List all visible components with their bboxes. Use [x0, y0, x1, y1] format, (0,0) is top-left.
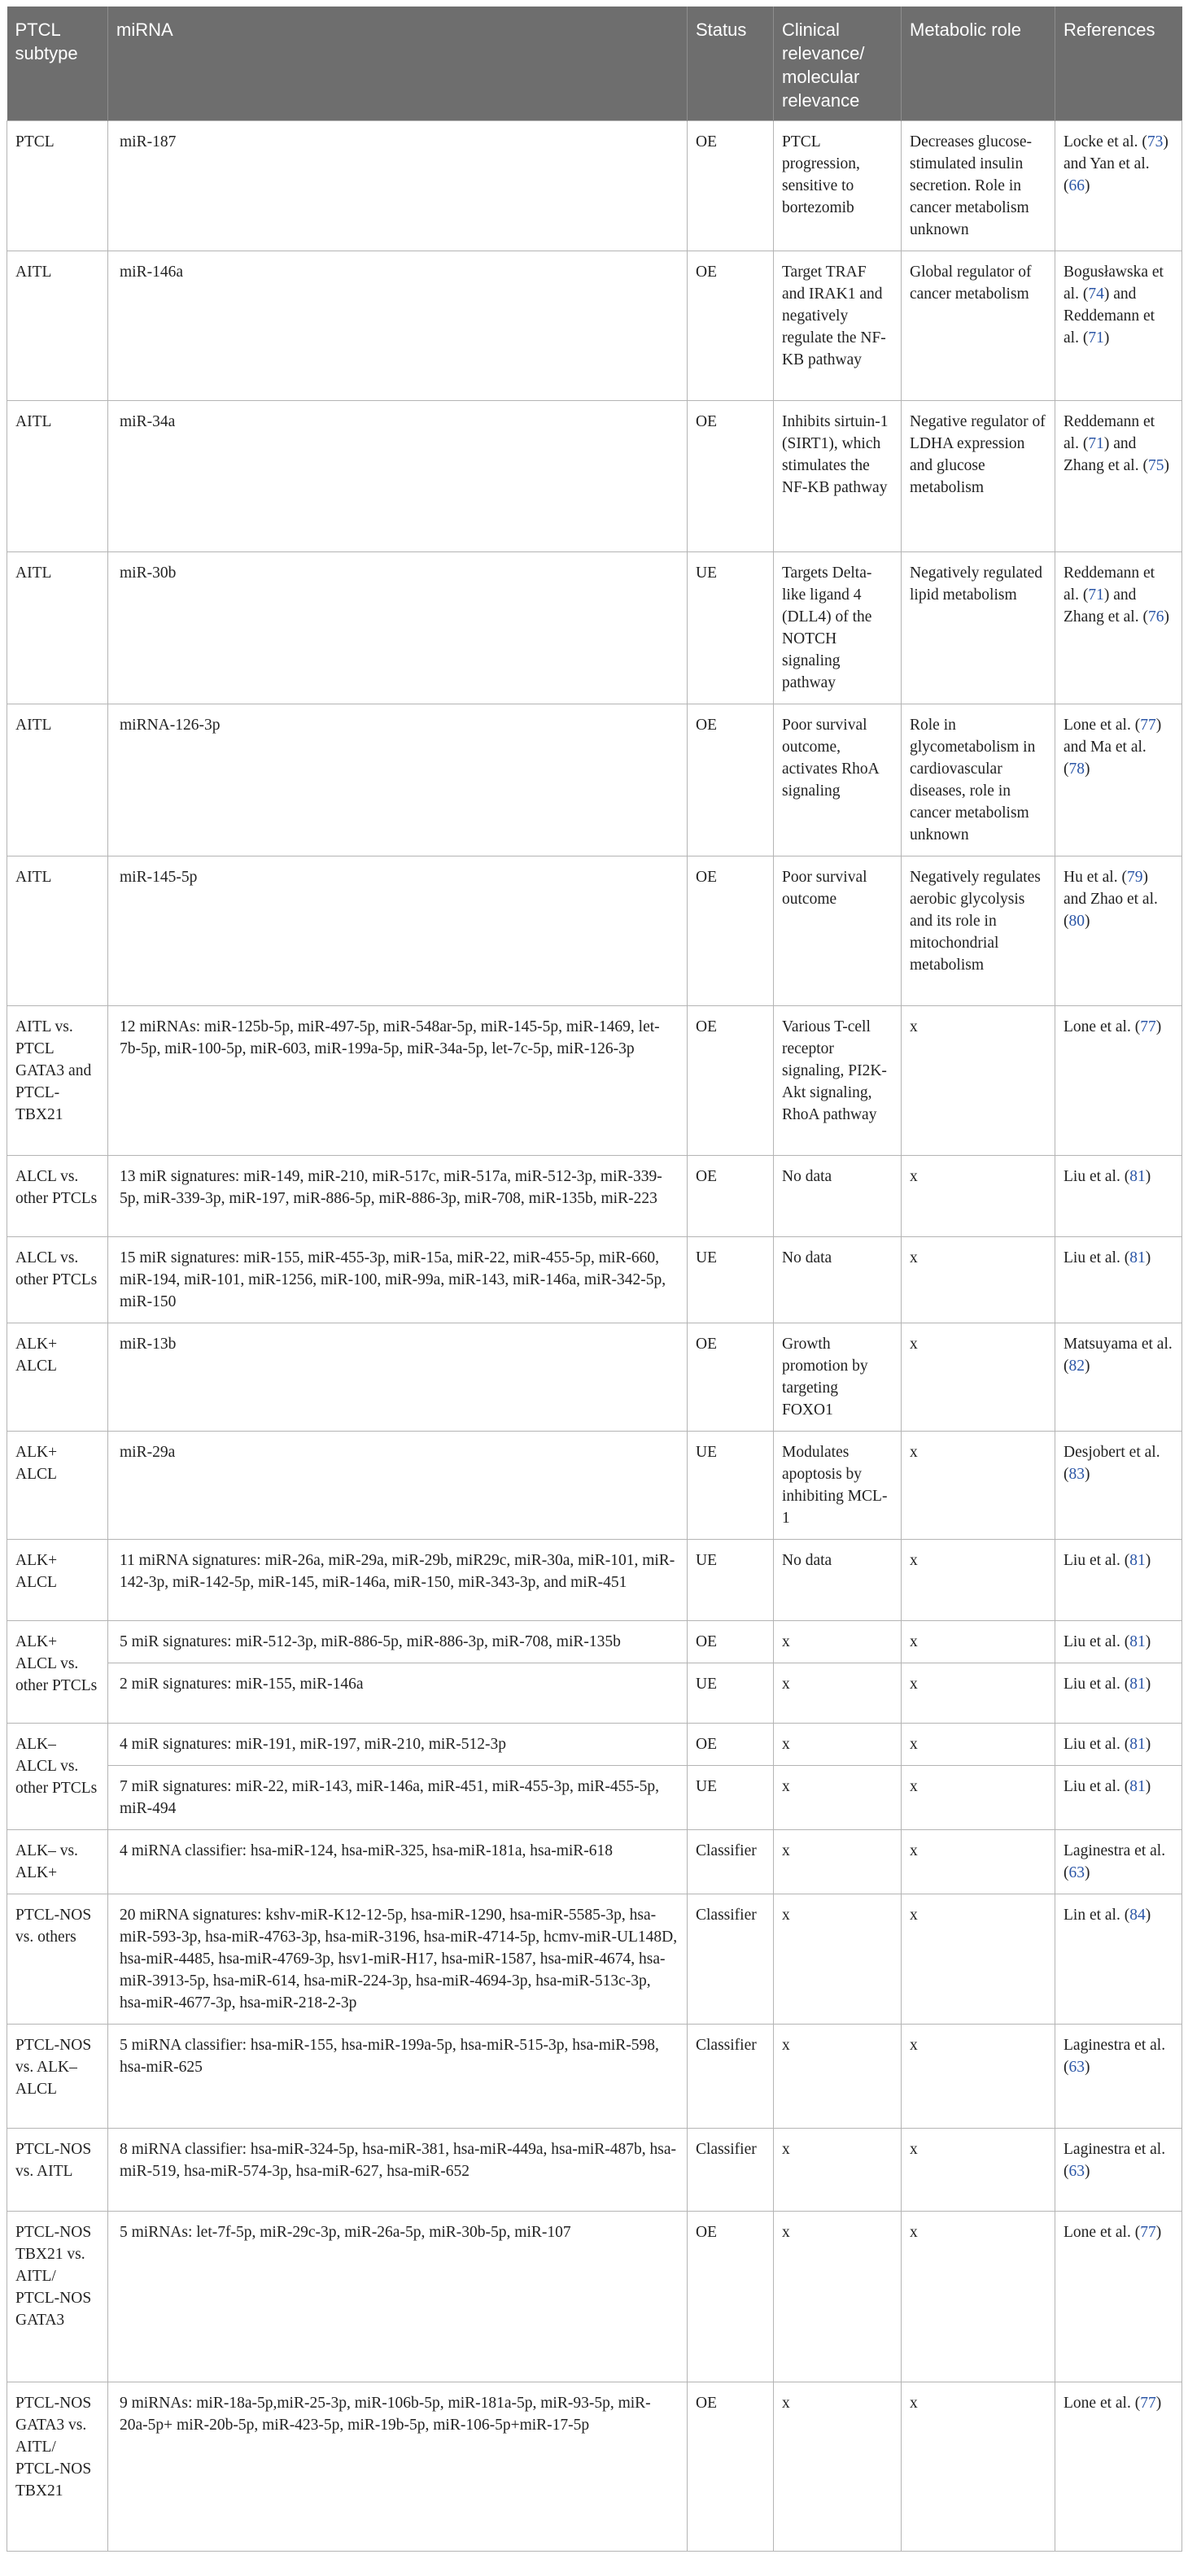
- metabolic-cell: x: [902, 1621, 1055, 1663]
- status-cell: OE: [688, 1621, 774, 1663]
- table-row: [7, 1894, 1182, 2025]
- mirna-cell: miRNA-126-3p: [108, 704, 688, 856]
- citation-link[interactable]: 81: [1129, 1736, 1146, 1753]
- table-row: [7, 2025, 1182, 2129]
- citation-link[interactable]: 63: [1068, 2163, 1085, 2180]
- mirna-cell: 5 miRNAs: let-7f-5p, miR-29c-3p, miR-26a-5p, miR-30b-5p, miR-107: [108, 2212, 688, 2382]
- metabolic-cell: x: [902, 2382, 1055, 2552]
- references-cell: Hu et al. (79) and Zhao et al. (80): [1055, 856, 1182, 1006]
- table-row: [7, 1432, 1182, 1540]
- mirna-cell: miR-146a: [108, 251, 688, 401]
- table-row: [7, 704, 1182, 856]
- mirna-cell: 8 miRNA classifier: hsa-miR-324-5p, hsa-miR-381, hsa-miR-449a, hsa-miR-487b, hsa-miR-519, hsa-miR-574-3p, hsa-miR-627, hsa-miR-652: [108, 2129, 688, 2212]
- references-cell: Liu et al. (81): [1055, 1724, 1182, 1766]
- references-cell: Locke et al. (73) and Yan et al. (66): [1055, 121, 1182, 251]
- metabolic-cell: x: [902, 1830, 1055, 1894]
- table-row: [7, 121, 1182, 251]
- references-cell: Lone et al. (77) and Ma et al. (78): [1055, 704, 1182, 856]
- table-row: [7, 1724, 1182, 1766]
- clinical-cell: x: [774, 2382, 902, 2552]
- subtype-cell: AITL: [7, 552, 108, 704]
- status-cell: UE: [688, 1663, 774, 1724]
- status-cell: OE: [688, 2382, 774, 2552]
- metabolic-cell: Global regulator of cancer metabolism: [902, 251, 1055, 401]
- status-cell: OE: [688, 856, 774, 1006]
- metabolic-cell: x: [902, 1894, 1055, 2025]
- clinical-cell: Various T-cell receptor signaling, PI2K-Akt signaling, RhoA pathway: [774, 1006, 902, 1156]
- references-cell: Liu et al. (81): [1055, 1766, 1182, 1830]
- clinical-cell: x: [774, 1663, 902, 1724]
- metabolic-cell: x: [902, 1540, 1055, 1621]
- status-cell: Classifier: [688, 2025, 774, 2129]
- clinical-cell: No data: [774, 1156, 902, 1237]
- table-row: [7, 1540, 1182, 1621]
- references-cell: Reddemann et al. (71) and Zhang et al. (75): [1055, 401, 1182, 552]
- subtype-cell: ALCL vs. other PTCLs: [7, 1156, 108, 1237]
- citation-link[interactable]: 81: [1129, 1778, 1146, 1795]
- subtype-cell: AITL: [7, 251, 108, 401]
- metabolic-cell: x: [902, 1663, 1055, 1724]
- clinical-cell: Targets Delta-like ligand 4 (DLL4) of the NOTCH signaling pathway: [774, 552, 902, 704]
- table-row: [7, 1237, 1182, 1323]
- metabolic-cell: x: [902, 1006, 1055, 1156]
- metabolic-cell: x: [902, 1766, 1055, 1830]
- table-row: [7, 1663, 1182, 1724]
- metabolic-cell: Negative regulator of LDHA expression and glucose metabolism: [902, 401, 1055, 552]
- citation-link[interactable]: 78: [1068, 761, 1085, 778]
- subtype-cell: AITL: [7, 401, 108, 552]
- clinical-cell: x: [774, 1724, 902, 1766]
- clinical-cell: Inhibits sirtuin-1 (SIRT1), which stimulates the NF-KB pathway: [774, 401, 902, 552]
- mirna-cell: 15 miR signatures: miR-155, miR-455-3p, miR-15a, miR-22, miR-455-5p, miR-660, miR-194, miR-101, miR-1256, miR-100, miR-99a, miR-143, miR-146a, miR-342-5p, miR-150: [108, 1237, 688, 1323]
- references-cell: Laginestra et al. (63): [1055, 1830, 1182, 1894]
- references-cell: Lone et al. (77): [1055, 1006, 1182, 1156]
- status-cell: Classifier: [688, 1894, 774, 2025]
- citation-link[interactable]: 71: [1088, 435, 1104, 452]
- citation-link[interactable]: 66: [1068, 177, 1085, 194]
- citation-link[interactable]: 76: [1147, 608, 1164, 625]
- subtype-cell: AITL vs. PTCL GATA3 and PTCL-TBX21: [7, 1006, 108, 1156]
- subtype-cell: AITL: [7, 856, 108, 1006]
- mirna-cell: 9 miRNAs: miR-18a-5p,miR-25-3p, miR-106b-5p, miR-181a-5p, miR-93-5p, miR-20a-5p+ miR-20b-5p, miR-423-5p, miR-19b-5p, miR-106-5p+miR-17-5p: [108, 2382, 688, 2552]
- mirna-cell: 20 miRNA signatures: kshv-miR-K12-12-5p, hsa-miR-1290, hsa-miR-5585-3p, hsa-miR-593-3p, hsa-miR-4763-3p, hsa-miR-3196, hsa-miR-4714-5p, hcmv-miR-UL148D, hsa-miR-4485, hsa-miR-4769-3p, hsv1-miR-H17, hsa-miR-1587, hsa-miR-4674, hsa-miR-3913-5p, hsa-miR-614, hsa-miR-224-3p, hsa-miR-4694-3p, hsa-miR-513c-3p, hsa-miR-4677-3p, hsa-miR-218-2-3p: [108, 1894, 688, 2025]
- table-row: [7, 552, 1182, 704]
- mirna-ptcl-table-container: [7, 7, 1181, 2552]
- citation-link[interactable]: 84: [1129, 1907, 1146, 1924]
- table-row: [7, 2382, 1182, 2552]
- clinical-cell: x: [774, 1766, 902, 1830]
- status-cell: UE: [688, 552, 774, 704]
- metabolic-cell: x: [902, 2025, 1055, 2129]
- header-clinical: Clinical relevance/ molecular relevance: [774, 7, 902, 121]
- mirna-cell: 4 miR signatures: miR-191, miR-197, miR-210, miR-512-3p: [108, 1724, 688, 1766]
- status-cell: OE: [688, 1323, 774, 1432]
- references-cell: Reddemann et al. (71) and Zhang et al. (76): [1055, 552, 1182, 704]
- subtype-cell: ALCL vs. other PTCLs: [7, 1237, 108, 1323]
- mirna-cell: 13 miR signatures: miR-149, miR-210, miR-517c, miR-517a, miR-512-3p, miR-339-5p, miR-339-3p, miR-197, miR-886-5p, miR-886-3p, miR-708, miR-135b, miR-223: [108, 1156, 688, 1237]
- citation-link[interactable]: 81: [1129, 1249, 1146, 1266]
- clinical-cell: Poor survival outcome, activates RhoA signaling: [774, 704, 902, 856]
- status-cell: OE: [688, 121, 774, 251]
- citation-link[interactable]: 63: [1068, 2059, 1085, 2076]
- references-cell: Liu et al. (81): [1055, 1237, 1182, 1323]
- mirna-cell: miR-29a: [108, 1432, 688, 1540]
- metabolic-cell: x: [902, 1724, 1055, 1766]
- subtype-cell: PTCL: [7, 121, 108, 251]
- subtype-cell: PTCL-NOS GATA3 vs. AITL/ PTCL-NOS TBX21: [7, 2382, 108, 2552]
- mirna-cell: 2 miR signatures: miR-155, miR-146a: [108, 1663, 688, 1724]
- metabolic-cell: x: [902, 1237, 1055, 1323]
- header-metabolic: Metabolic role: [902, 7, 1055, 121]
- table-row: [7, 1766, 1182, 1830]
- clinical-cell: Modulates apoptosis by inhibiting MCL-1: [774, 1432, 902, 1540]
- citation-link[interactable]: 79: [1126, 869, 1143, 886]
- metabolic-cell: x: [902, 2212, 1055, 2382]
- header-status: Status: [688, 7, 774, 121]
- status-cell: OE: [688, 251, 774, 401]
- clinical-cell: Poor survival outcome: [774, 856, 902, 1006]
- table-header: [7, 7, 1182, 121]
- header-row: [7, 7, 1182, 121]
- status-cell: UE: [688, 1432, 774, 1540]
- clinical-cell: x: [774, 1830, 902, 1894]
- clinical-cell: x: [774, 2129, 902, 2212]
- status-cell: Classifier: [688, 2129, 774, 2212]
- clinical-cell: No data: [774, 1237, 902, 1323]
- references-cell: Lone et al. (77): [1055, 2212, 1182, 2382]
- citation-link[interactable]: 80: [1068, 913, 1085, 930]
- metabolic-cell: Role in glycometabolism in cardiovascular diseases, role in cancer metabolism unknown: [902, 704, 1055, 856]
- subtype-cell: ALK+ ALCL vs. other PTCLs: [7, 1621, 108, 1724]
- status-cell: OE: [688, 401, 774, 552]
- citation-link[interactable]: 73: [1147, 133, 1164, 150]
- references-cell: Liu et al. (81): [1055, 1156, 1182, 1237]
- metabolic-cell: Decreases glucose-stimulated insulin secretion. Role in cancer metabolism unknown: [902, 121, 1055, 251]
- mirna-cell: miR-187: [108, 121, 688, 251]
- status-cell: UE: [688, 1540, 774, 1621]
- table-body: [7, 121, 1182, 2552]
- status-cell: UE: [688, 1237, 774, 1323]
- clinical-cell: Target TRAF and IRAK1 and negatively regulate the NF-KB pathway: [774, 251, 902, 401]
- clinical-cell: Growth promotion by targeting FOXO1: [774, 1323, 902, 1432]
- references-cell: Lin et al. (84): [1055, 1894, 1182, 2025]
- subtype-cell: PTCL-NOS vs. AITL: [7, 2129, 108, 2212]
- subtype-cell: ALK+ ALCL: [7, 1540, 108, 1621]
- status-cell: OE: [688, 1156, 774, 1237]
- status-cell: OE: [688, 1006, 774, 1156]
- clinical-cell: PTCL progression, sensitive to bortezomib: [774, 121, 902, 251]
- metabolic-cell: Negatively regulated lipid metabolism: [902, 552, 1055, 704]
- mirna-cell: miR-34a: [108, 401, 688, 552]
- subtype-cell: ALK– vs. ALK+: [7, 1830, 108, 1894]
- subtype-cell: PTCL-NOS vs. ALK– ALCL: [7, 2025, 108, 2129]
- mirna-ptcl-table: [7, 7, 1182, 2552]
- table-row: [7, 251, 1182, 401]
- subtype-cell: AITL: [7, 704, 108, 856]
- clinical-cell: No data: [774, 1540, 902, 1621]
- status-cell: OE: [688, 2212, 774, 2382]
- references-cell: Desjobert et al. (83): [1055, 1432, 1182, 1540]
- references-cell: Liu et al. (81): [1055, 1540, 1182, 1621]
- mirna-cell: 11 miRNA signatures: miR-26a, miR-29a, miR-29b, miR29c, miR-30a, miR-101, miR-142-3p, miR-142-5p, miR-145, miR-146a, miR-150, miR-343-3p, and miR-451: [108, 1540, 688, 1621]
- citation-link[interactable]: 75: [1147, 457, 1164, 474]
- status-cell: Classifier: [688, 1830, 774, 1894]
- citation-link[interactable]: 81: [1129, 1168, 1146, 1185]
- table-row: [7, 2129, 1182, 2212]
- references-cell: Matsuyama et al. (82): [1055, 1323, 1182, 1432]
- status-cell: OE: [688, 1724, 774, 1766]
- citation-link[interactable]: 77: [1140, 1018, 1156, 1035]
- citation-link[interactable]: 74: [1088, 285, 1104, 303]
- status-cell: UE: [688, 1766, 774, 1830]
- citation-link[interactable]: 71: [1088, 586, 1104, 604]
- status-cell: OE: [688, 704, 774, 856]
- table-row: [7, 401, 1182, 552]
- clinical-cell: x: [774, 2212, 902, 2382]
- citation-link[interactable]: 71: [1088, 329, 1104, 347]
- mirna-cell: miR-30b: [108, 552, 688, 704]
- citation-link[interactable]: 83: [1068, 1466, 1085, 1483]
- citation-link[interactable]: 81: [1129, 1676, 1146, 1693]
- header-mirna: miRNA: [108, 7, 688, 121]
- citation-link[interactable]: 77: [1140, 2395, 1156, 2412]
- metabolic-cell: Negatively regulates aerobic glycolysis and its role in mitochondrial metabolism: [902, 856, 1055, 1006]
- table-row: [7, 1006, 1182, 1156]
- references-cell: Lone et al. (77): [1055, 2382, 1182, 2552]
- mirna-cell: miR-13b: [108, 1323, 688, 1432]
- table-row: [7, 2212, 1182, 2382]
- subtype-cell: ALK+ ALCL: [7, 1323, 108, 1432]
- references-cell: Liu et al. (81): [1055, 1663, 1182, 1724]
- metabolic-cell: x: [902, 1323, 1055, 1432]
- subtype-cell: PTCL-NOS TBX21 vs. AITL/ PTCL-NOS GATA3: [7, 2212, 108, 2382]
- mirna-cell: 5 miRNA classifier: hsa-miR-155, hsa-miR-199a-5p, hsa-miR-515-3p, hsa-miR-598, hsa-miR-625: [108, 2025, 688, 2129]
- citation-link[interactable]: 81: [1129, 1633, 1146, 1650]
- mirna-cell: 4 miRNA classifier: hsa-miR-124, hsa-miR-325, hsa-miR-181a, hsa-miR-618: [108, 1830, 688, 1894]
- subtype-cell: ALK+ ALCL: [7, 1432, 108, 1540]
- mirna-cell: 7 miR signatures: miR-22, miR-143, miR-146a, miR-451, miR-455-3p, miR-455-5p, miR-494: [108, 1766, 688, 1830]
- citation-link[interactable]: 77: [1140, 717, 1156, 734]
- mirna-cell: miR-145-5p: [108, 856, 688, 1006]
- table-row: [7, 1830, 1182, 1894]
- metabolic-cell: x: [902, 1432, 1055, 1540]
- references-cell: Bogusławska et al. (74) and Reddemann et al. (71): [1055, 251, 1182, 401]
- clinical-cell: x: [774, 1621, 902, 1663]
- citation-link[interactable]: 77: [1140, 2224, 1156, 2241]
- metabolic-cell: x: [902, 2129, 1055, 2212]
- metabolic-cell: x: [902, 1156, 1055, 1237]
- references-cell: Laginestra et al. (63): [1055, 2129, 1182, 2212]
- table-row: [7, 1621, 1182, 1663]
- citation-link[interactable]: 81: [1129, 1552, 1146, 1569]
- clinical-cell: x: [774, 1894, 902, 2025]
- citation-link[interactable]: 82: [1068, 1358, 1085, 1375]
- clinical-cell: x: [774, 2025, 902, 2129]
- subtype-cell: PTCL-NOS vs. others: [7, 1894, 108, 2025]
- table-row: [7, 1323, 1182, 1432]
- table-row: [7, 1156, 1182, 1237]
- mirna-cell: 5 miR signatures: miR-512-3p, miR-886-5p, miR-886-3p, miR-708, miR-135b: [108, 1621, 688, 1663]
- references-cell: Laginestra et al. (63): [1055, 2025, 1182, 2129]
- references-cell: Liu et al. (81): [1055, 1621, 1182, 1663]
- citation-link[interactable]: 63: [1068, 1864, 1085, 1881]
- header-references: References: [1055, 7, 1182, 121]
- mirna-cell: 12 miRNAs: miR-125b-5p, miR-497-5p, miR-548ar-5p, miR-145-5p, miR-1469, let-7b-5p, miR-100-5p, miR-603, miR-199a-5p, miR-34a-5p, let-7c-5p, miR-126-3p: [108, 1006, 688, 1156]
- table-row: [7, 856, 1182, 1006]
- subtype-cell: ALK– ALCL vs. other PTCLs: [7, 1724, 108, 1830]
- header-subtype: PTCL subtype: [7, 7, 108, 121]
